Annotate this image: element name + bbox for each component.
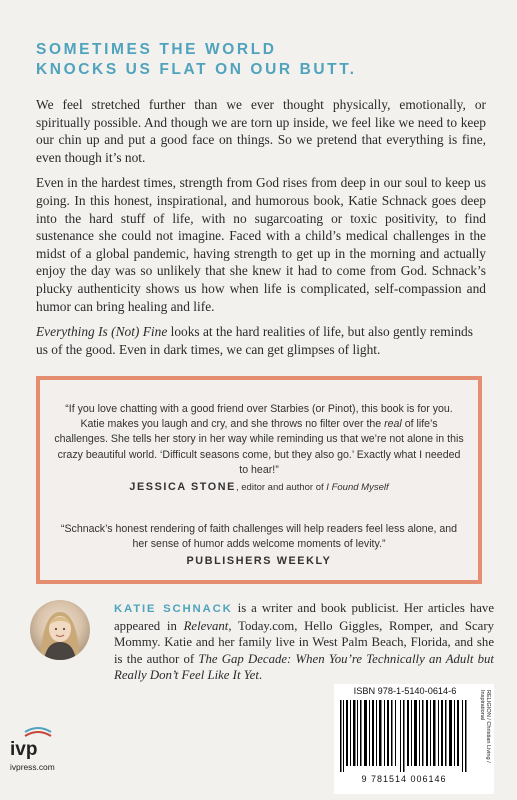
endorser-name-1: JESSICA STONE: [129, 481, 236, 494]
back-cover-headline: [36, 40, 496, 80]
author-photo: [30, 600, 90, 660]
description-paragraph-1: We feel stretched further than we ever thought physically, emotionally, or spiritually possible. And though we are torn up inside, we feel like we need to keep our chin up and put a good face on things. So we pretend that everything is fine, even though it’s not.: [36, 97, 486, 165]
author-name: KATIE SCHNACK: [114, 603, 233, 615]
description-paragraph-3-text: looks at the hard realities of life, but also gently reminds us of the good. Even in dark times, we can get glimpses of light.: [36, 324, 473, 357]
author-previous-book: The Gap Decade: When You’re Technically an Adult but Really Don’t Feel Like It Yet: [114, 651, 494, 683]
description-paragraph-2: Even in the hardest times, strength from God rises from deep in our soul to keep us going. In this honest, inspirational, and humorous book, Katie Schnack goes deep into the hard stuff of life, with no sugarcoating or toxic positivity, to find sustenance she could not imagine. Faced with a child’s medical challenges in the midst of a global pandemic, having strength to get up in the morning and actually enjoy the day was so unlikely that she knew it had to come from God. Schnack’s plucky authenticity shows us how when life is complicated, self-compassion and humor can bring healing and life.: [36, 175, 486, 314]
endorsement-1-text-b: of life’s challenges. She tells her story in her way while reminding us that we’re not alone in this crazy beautiful world. ‘Difficult seasons come, but they also go.’ Exactly what I needed to hear!”: [54, 418, 464, 476]
endorsement-box: [36, 376, 482, 584]
author-bio: KATIE SCHNACK is a writer and book publicist. Her articles have appeared in Relevant, Today.com, Hello Giggles, Romper, and Scary Mommy. Katie and her family live in West Palm Beach, Florida, and she is the author of The Gap Decade: When You’re Technically an Adult but Really Don’t Feel Like It Yet.: [114, 601, 494, 683]
endorsement-2-text: “Schnack’s honest rendering of faith challenges will help readers feel less alone, and her sense of humor adds welcome moments of levity.”: [60, 523, 458, 551]
endorser-role-1: , editor and author of I Found Myself: [235, 482, 389, 494]
endorsement-quote-1: [54, 402, 464, 495]
publication-relevant: Relevant: [183, 618, 229, 633]
publisher-logo-text: ivp: [10, 739, 38, 760]
description-paragraph-3: [36, 323, 486, 358]
publisher-url: ivpress.com: [10, 762, 55, 772]
endorsement-1-emphasis: real: [384, 418, 402, 431]
endorser-name-2: PUBLISHERS WEEKLY: [186, 555, 332, 568]
endorsement-quote-2: [54, 522, 464, 570]
book-category: RELIGION / Christian Living / Inspirational: [479, 690, 491, 763]
headline-line-2: KNOCKS US FLAT ON OUR BUTT.: [36, 61, 357, 78]
barcode-icon: [338, 700, 472, 772]
book-title-italic: Everything Is (Not) Fine: [36, 324, 168, 340]
endorsement-1-attribution: [54, 480, 464, 495]
endorsement-1-text-a: “If you love chatting with a good friend over Starbies (or Pinot), this book is for you. Katie makes you laugh and cry, and she throws no filter over the: [65, 403, 453, 431]
barcode-area: [334, 684, 494, 794]
barcode-digits: 9 781514 006146: [361, 774, 447, 784]
headline-line-1: SOMETIMES THE WORLD: [36, 41, 277, 58]
isbn-label: ISBN 978-1-5140-0614-6: [353, 686, 457, 696]
book-description: [36, 96, 486, 366]
endorser-book-title: I Found Myself: [326, 482, 389, 494]
